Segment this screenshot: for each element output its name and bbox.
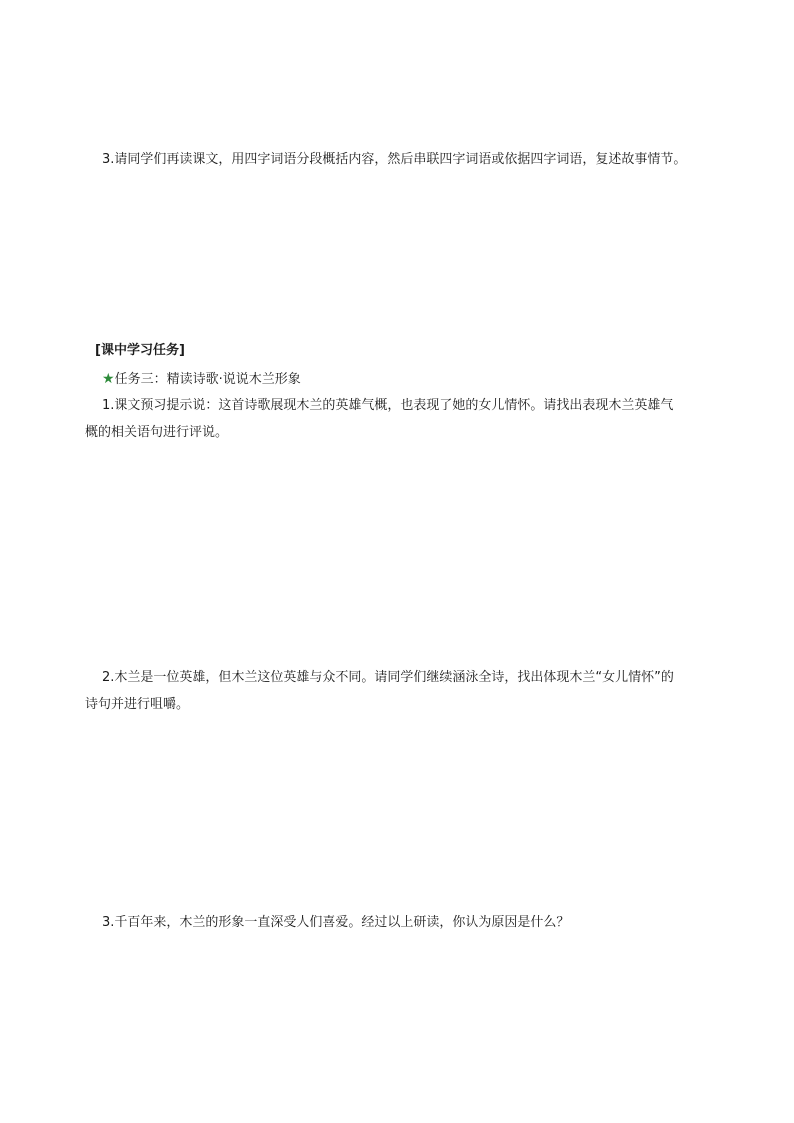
task-three-title-text: 任务三：精读诗歌·说说木兰形象 (114, 372, 301, 387)
question-2-line-1: 2.木兰是一位英雄，但木兰这位英雄与众不同。请同学们继续涵泳全诗，找出体现木兰“女儿情怀”的 (102, 670, 674, 685)
in-class-section-header: [课中学习任务] (95, 343, 185, 358)
question-1-line-2: 概的相关语句进行评说。 (85, 425, 229, 440)
pre-class-question-3: 3.请同学们再读课文，用四字词语分段概括内容，然后串联四字词语或依据四字词语，复述故事情节。 (102, 152, 687, 167)
question-2-line-2: 诗句并进行咀嚼。 (85, 697, 190, 712)
task-three-title (102, 369, 301, 390)
question-1-line-1: 1.课文预习提示说：这首诗歌展现木兰的英雄气概，也表现了她的女儿情怀。请找出表现木兰英雄气 (102, 398, 674, 413)
star-icon: ★ (102, 371, 115, 387)
question-3: 3.千百年来，木兰的形象一直深受人们喜爱。经过以上研读，你认为原因是什么？ (102, 915, 570, 930)
